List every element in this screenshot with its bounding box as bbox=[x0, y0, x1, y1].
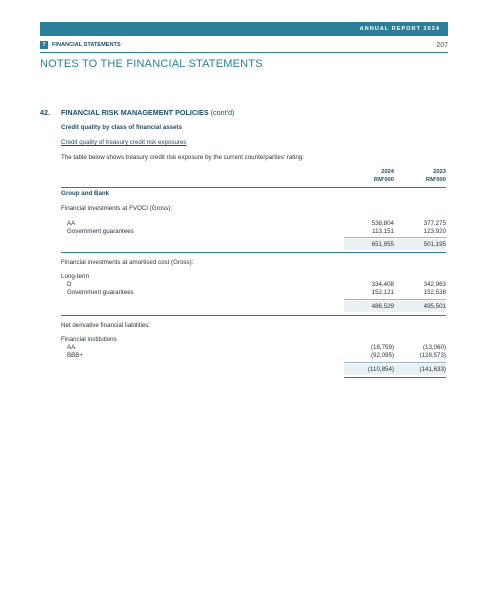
value-2024: (92,095) bbox=[370, 352, 394, 359]
table-group-row bbox=[61, 190, 446, 198]
total-2024: (110,854) bbox=[367, 366, 394, 373]
page-number: 207 bbox=[436, 41, 448, 49]
column-year-2024: 2024 bbox=[381, 169, 394, 175]
note-heading bbox=[40, 108, 234, 117]
final-rule bbox=[344, 377, 446, 378]
note-intro: The table below shows treasury credit risk exposure by the current counterparties' rating: bbox=[61, 154, 304, 161]
derivative-label: Net derivative financial liabilities: bbox=[61, 322, 151, 329]
report-label: ANNUAL REPORT 2024 bbox=[359, 26, 440, 32]
note-subheading-underlined: Credit quality of treasury credit risk exposures bbox=[61, 139, 187, 146]
column-header-2023 bbox=[400, 168, 446, 184]
sublabel-row bbox=[61, 273, 446, 281]
row-label: D bbox=[67, 281, 72, 288]
column-year-2023: 2023 bbox=[433, 169, 446, 175]
column-unit-2023: RM'000 bbox=[425, 177, 446, 183]
row-label: BBB+ bbox=[67, 352, 83, 359]
table-row bbox=[61, 281, 446, 289]
total-row bbox=[61, 303, 446, 311]
report-banner bbox=[40, 22, 448, 36]
row-label: AA bbox=[67, 220, 76, 227]
table-row bbox=[61, 344, 446, 352]
section-divider bbox=[61, 315, 446, 316]
section-header bbox=[40, 40, 448, 50]
section-label-row bbox=[61, 322, 446, 330]
note-number: 42. bbox=[40, 108, 50, 117]
section-divider bbox=[61, 252, 446, 253]
table-row bbox=[61, 220, 446, 228]
derivative-sublabel: Financial institutions bbox=[61, 336, 117, 343]
value-2024: 113,151 bbox=[372, 228, 394, 235]
note-subheading: Credit quality by class of financial assets bbox=[61, 124, 183, 131]
table-row bbox=[61, 228, 446, 236]
header-divider bbox=[40, 52, 448, 53]
table-row bbox=[61, 289, 446, 297]
total-2024: 651,955 bbox=[371, 241, 394, 248]
value-2023: (128,573) bbox=[419, 352, 446, 359]
section-label-row bbox=[61, 259, 446, 267]
total-2023: 495,501 bbox=[423, 303, 446, 310]
note-heading-text: FINANCIAL RISK MANAGEMENT POLICIES bbox=[61, 108, 209, 117]
value-2023: 342,963 bbox=[423, 281, 446, 288]
sublabel-row bbox=[61, 336, 446, 344]
table-row bbox=[61, 352, 446, 360]
amortised-label: Financial investments at amortised cost (Gross): bbox=[61, 259, 194, 266]
row-label: Government guarantees bbox=[67, 228, 134, 235]
row-label: AA bbox=[67, 344, 76, 351]
column-unit-2024: RM'000 bbox=[373, 177, 394, 183]
amortised-sublabel: Long-term bbox=[61, 273, 90, 280]
value-2023: 123,920 bbox=[423, 228, 446, 235]
value-2023: (13,060) bbox=[422, 344, 446, 351]
value-2024: 538,804 bbox=[371, 220, 394, 227]
section-label-row bbox=[61, 205, 446, 213]
column-header-2024 bbox=[344, 168, 394, 184]
total-2024: 486,529 bbox=[371, 303, 394, 310]
subtotal-rule bbox=[344, 299, 446, 300]
subtotal-rule bbox=[344, 362, 446, 363]
total-2023: (141,633) bbox=[419, 366, 446, 373]
total-2023: 501,195 bbox=[423, 241, 446, 248]
value-2023: 377,275 bbox=[423, 220, 446, 227]
section-label: FINANCIAL STATEMENTS bbox=[52, 42, 121, 48]
note-continued: (cont'd) bbox=[210, 108, 235, 117]
value-2024: 334,408 bbox=[371, 281, 394, 288]
total-row bbox=[61, 366, 446, 374]
value-2024: 152,121 bbox=[371, 289, 394, 296]
value-2023: 152,538 bbox=[423, 289, 446, 296]
subtotal-rule bbox=[344, 237, 446, 238]
row-label: Government guarantees bbox=[67, 289, 134, 296]
fvoci-label: Financial investments at FVOCI (Gross): bbox=[61, 205, 173, 212]
value-2024: (18,759) bbox=[370, 344, 394, 351]
total-row bbox=[61, 241, 446, 249]
table-header-rule bbox=[61, 187, 446, 188]
section-number-badge: 7 bbox=[40, 41, 48, 49]
group-label: Group and Bank bbox=[61, 190, 110, 197]
page-title: NOTES TO THE FINANCIAL STATEMENTS bbox=[40, 58, 263, 70]
